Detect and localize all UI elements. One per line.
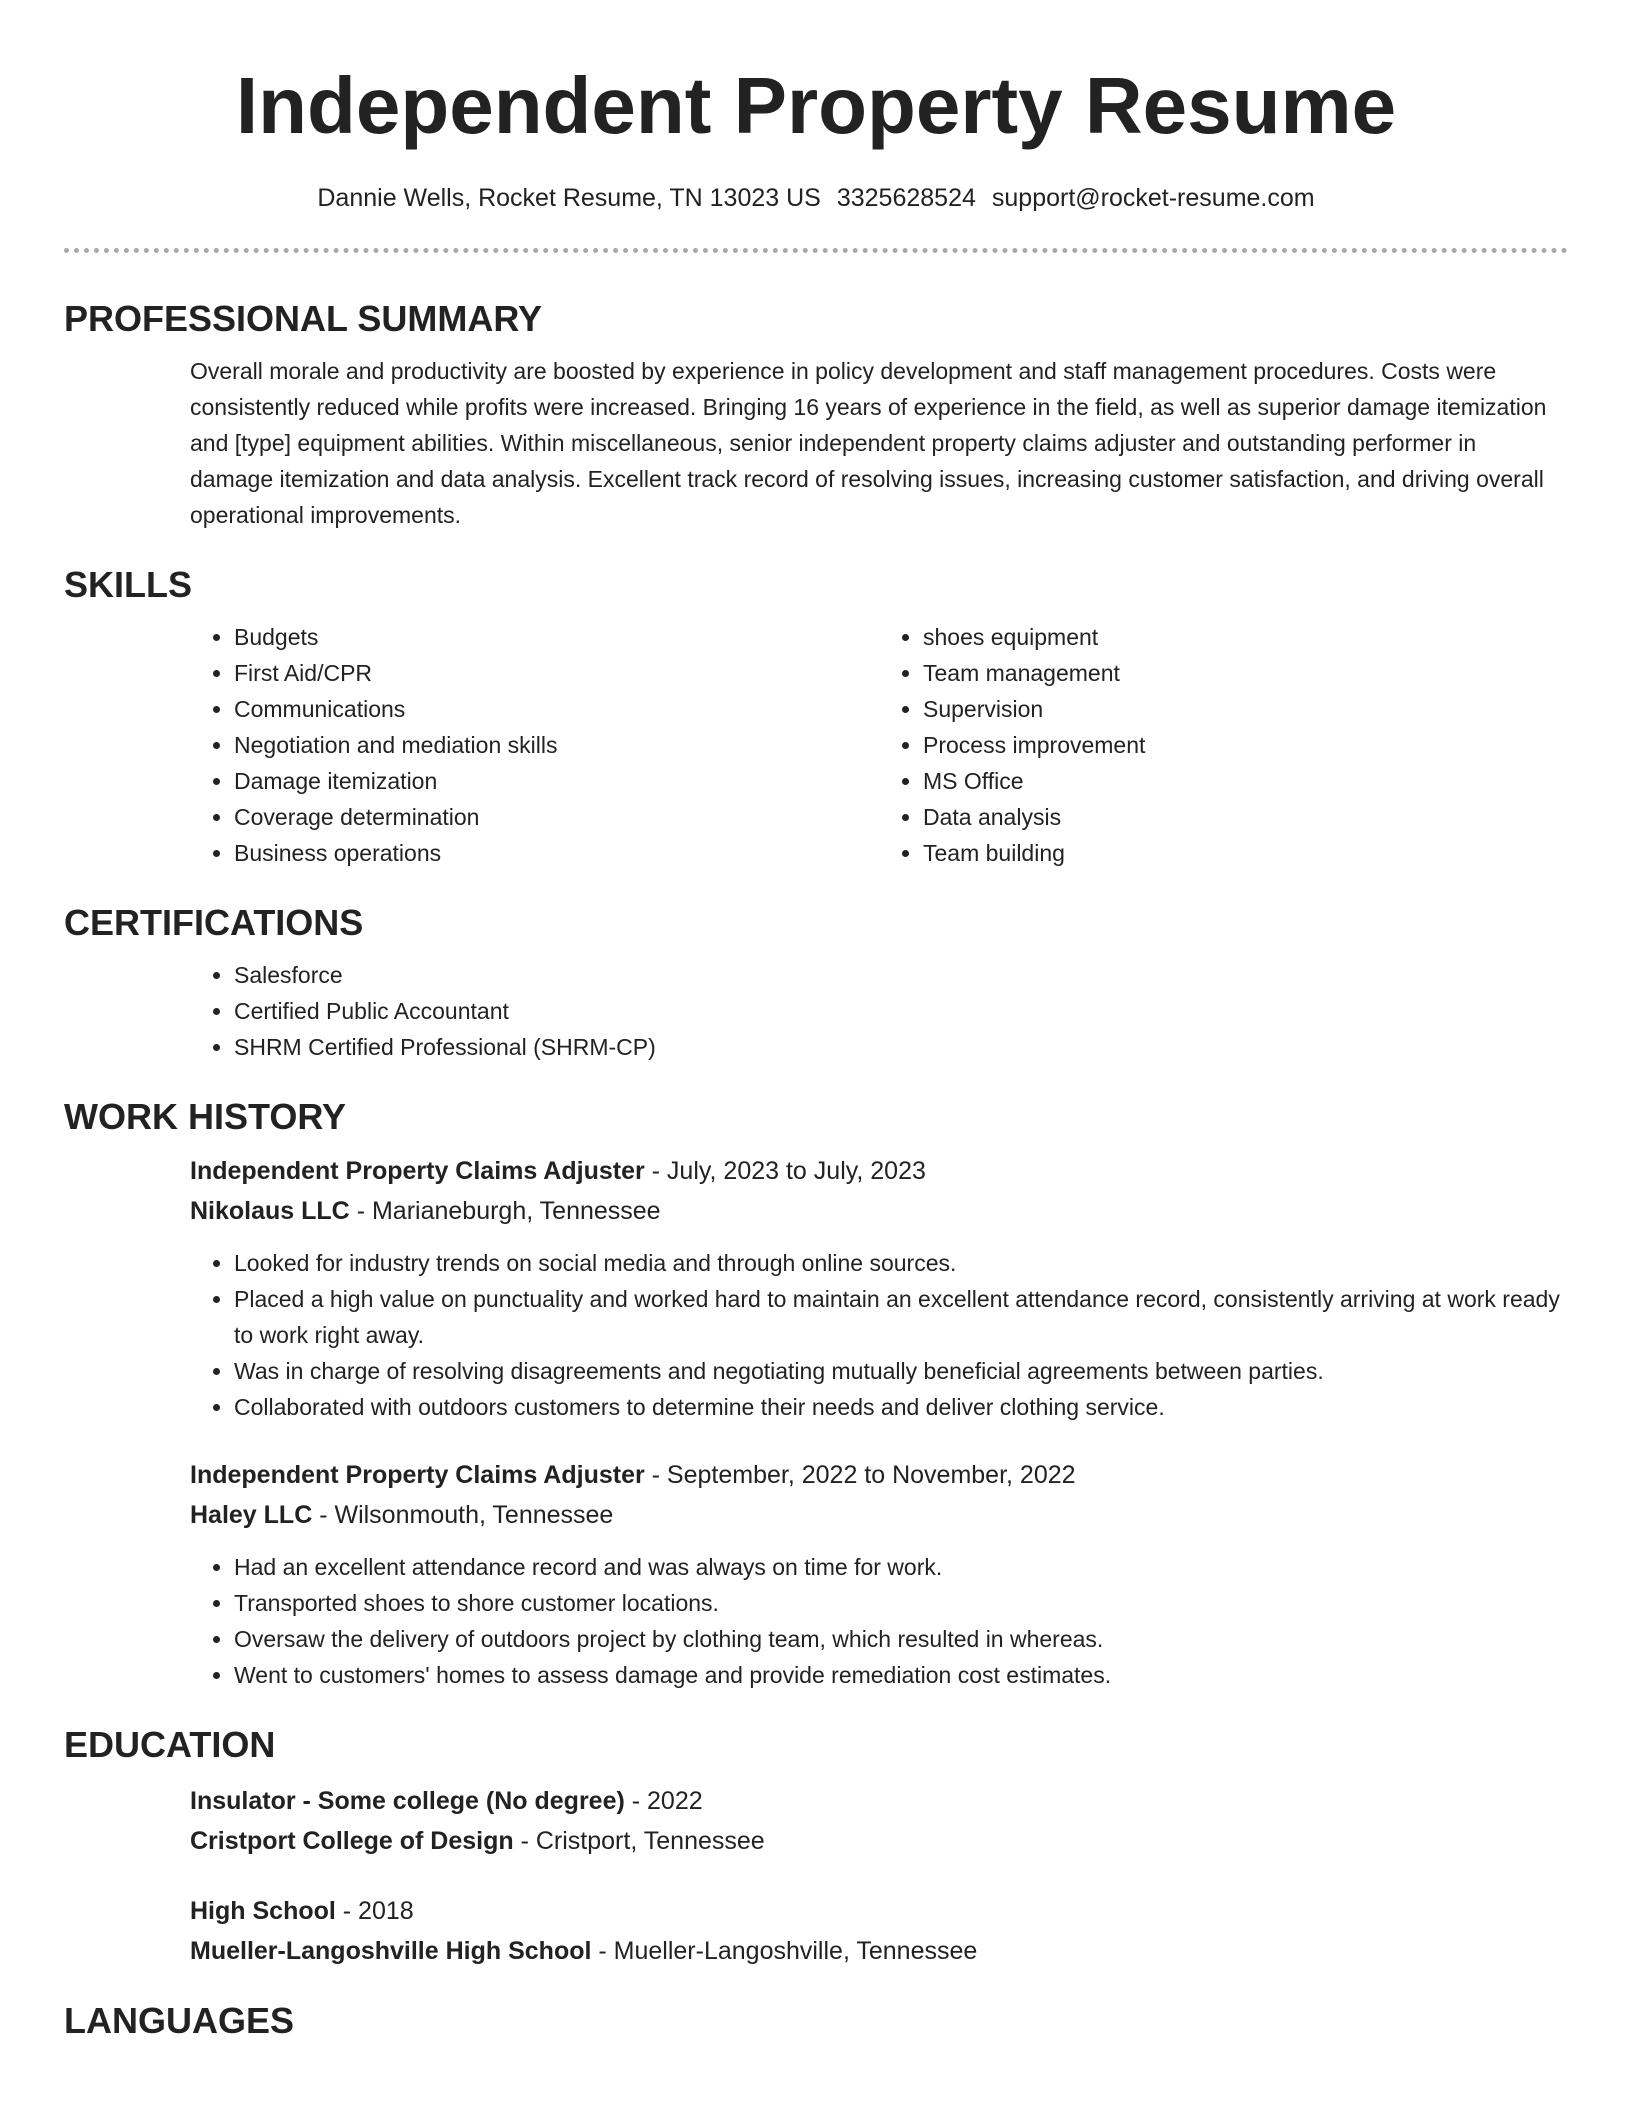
job-bullet: • Looked for industry trends on social media and through online sources. [234,1245,1568,1281]
job-bullet: • Had an excellent attendance record and was always on time for work. [234,1549,1568,1585]
job-bullet: • Went to customers' homes to assess damage and provide remediation cost estimates. [234,1657,1568,1693]
certifications-body [64,957,1568,1065]
section-languages [64,1999,1568,2043]
header-divider [64,248,1568,253]
contact-phone: 3325628524 [836,184,976,212]
education-body [64,1781,1568,1971]
job-company: Nikolaus LLC [190,1197,350,1225]
education-school-line [190,1821,1568,1861]
job-location: - Marianeburgh, Tennessee [349,1197,661,1225]
skill-item: • Business operations [234,835,879,871]
certification-item: • SHRM Certified Professional (SHRM-CP) [234,1029,1568,1065]
education-school-line [190,1931,1568,1971]
skill-item: • Team building [923,835,1568,871]
skill-item: • Data analysis [923,799,1568,835]
section-heading-languages: LANGUAGES [64,2000,295,2041]
skills-list-left [190,619,879,871]
section-skills [64,563,1568,871]
job-entry [190,1455,1568,1693]
education-year: - 2018 [335,1897,414,1925]
education-entry [190,1891,1568,1971]
education-school: Mueller-Langoshville High School [190,1937,592,1965]
job-title: Independent Property Claims Adjuster [190,1461,645,1489]
section-work-history [64,1095,1568,1693]
job-company: Haley LLC [190,1501,313,1529]
skills-list-right [879,619,1568,871]
certification-item: • Certified Public Accountant [234,993,1568,1029]
summary-text: Overall morale and productivity are boosted by experience in policy development and staff management procedures. Costs were consistently reduced while profits were increased. Bringing 16 years of experience in the field, as well as superior damage itemization and [type] equipment abilities. Within miscellaneous, senior independent property claims adjuster and outstanding performer in damage itemization and data analysis. Excellent track record of resolving issues, increasing customer satisfaction, and driving overall operational improvements. [190,358,1547,528]
education-degree: High School [190,1897,336,1925]
skill-item: • Damage itemization [234,763,879,799]
contact-email: support@rocket-resume.com [991,184,1315,212]
skill-item: • Team management [923,655,1568,691]
education-degree-line [190,1781,1568,1821]
education-degree: Insulator - Some college (No degree) [190,1787,625,1815]
job-bullet: • Oversaw the delivery of outdoors project by clothing team, which resulted in whereas. [234,1621,1568,1657]
skills-columns [190,619,1568,871]
summary-body [64,353,1568,533]
job-title-line [190,1455,1568,1495]
resume-title: Independent Property Resume [235,61,1397,150]
work-history-body [64,1151,1568,1693]
section-education [64,1723,1568,1971]
job-dates: - July, 2023 to July, 2023 [644,1157,926,1185]
section-summary [64,297,1568,533]
skill-item: • Supervision [923,691,1568,727]
skill-item: • Communications [234,691,879,727]
education-school: Cristport College of Design [190,1827,514,1855]
job-location: - Wilsonmouth, Tennessee [312,1501,614,1529]
education-location: - Mueller-Langoshville, Tennessee [591,1937,978,1965]
education-entry [190,1781,1568,1861]
contact-address: Dannie Wells, Rocket Resume, TN 13023 US [317,184,821,212]
skill-item: • MS Office [923,763,1568,799]
job-bullet: • Transported shoes to shore customer locations. [234,1585,1568,1621]
section-heading-skills: SKILLS [64,564,193,605]
job-title: Independent Property Claims Adjuster [190,1157,645,1185]
education-degree-line [190,1891,1568,1931]
certifications-list [190,957,1568,1065]
skill-item: • Coverage determination [234,799,879,835]
contact-line [64,182,1568,214]
section-certifications [64,901,1568,1065]
education-year: - 2022 [624,1787,703,1815]
section-heading-education: EDUCATION [64,1724,276,1765]
certification-item: • Salesforce [234,957,1568,993]
skill-item: • Process improvement [923,727,1568,763]
section-heading-work-history: WORK HISTORY [64,1096,347,1137]
job-title-line [190,1151,1568,1191]
section-heading-certifications: CERTIFICATIONS [64,902,364,943]
job-bullet: • Placed a high value on punctuality and worked hard to maintain an excellent attendance record, consistently arriving at work ready to work right away. [234,1281,1568,1353]
job-company-line [190,1191,1568,1231]
skill-item: • Budgets [234,619,879,655]
job-bullets [190,1245,1568,1425]
job-bullet: • Was in charge of resolving disagreements and negotiating mutually beneficial agreements between parties. [234,1353,1568,1389]
job-bullet: • Collaborated with outdoors customers to determine their needs and deliver clothing service. [234,1389,1568,1425]
job-company-line [190,1495,1568,1535]
skills-body [64,619,1568,871]
skill-item: • Negotiation and mediation skills [234,727,879,763]
skill-item: • First Aid/CPR [234,655,879,691]
skill-item: • shoes equipment [923,619,1568,655]
section-heading-summary: PROFESSIONAL SUMMARY [64,298,543,339]
job-bullets [190,1549,1568,1693]
education-location: - Cristport, Tennessee [513,1827,765,1855]
job-dates: - September, 2022 to November, 2022 [644,1461,1076,1489]
job-entry [190,1151,1568,1425]
